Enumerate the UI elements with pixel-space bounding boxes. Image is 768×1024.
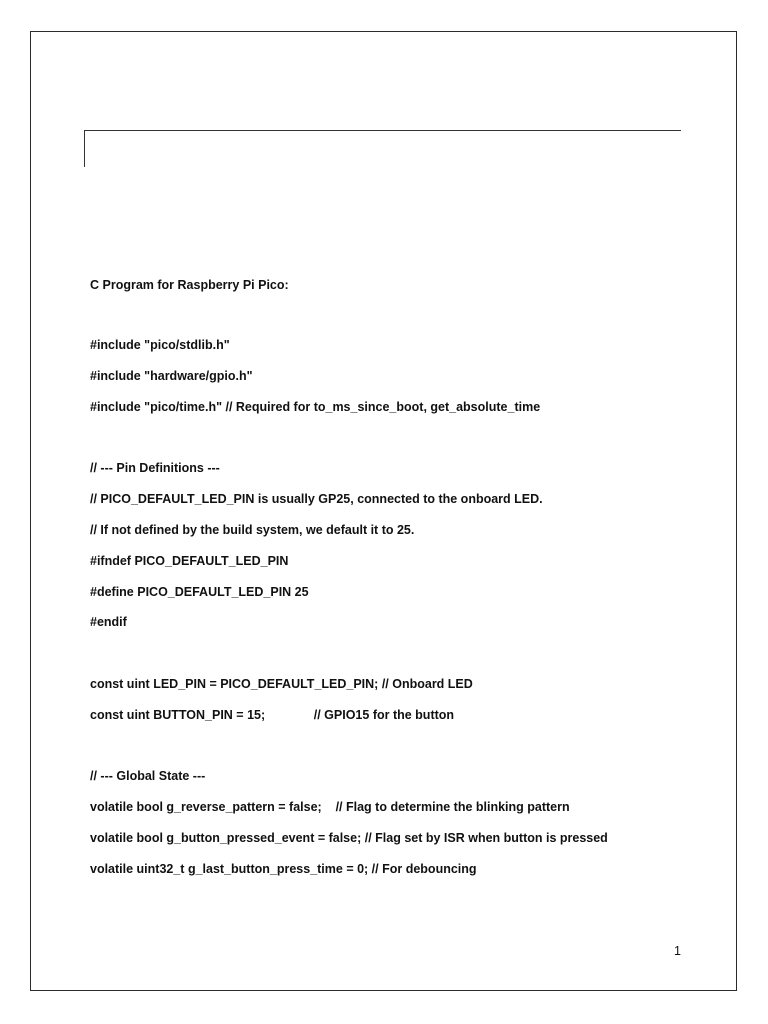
code-line-ifndef: #ifndef PICO_DEFAULT_LED_PIN [90, 554, 289, 568]
code-comment-default-25: // If not defined by the build system, we default it to 25. [90, 523, 415, 537]
code-line-include-time: #include "pico/time.h" // Required for to_ms_since_boot, get_absolute_time [90, 400, 541, 414]
code-line-endif: #endif [90, 615, 127, 629]
code-comment-pin-definitions: // --- Pin Definitions --- [90, 461, 220, 475]
document-page [30, 31, 737, 991]
page-number: 1 [674, 944, 681, 958]
code-line-define: #define PICO_DEFAULT_LED_PIN 25 [90, 585, 309, 599]
header-rule-corner [84, 130, 85, 167]
code-line-button-pin: const uint BUTTON_PIN = 15; // GPIO15 for the button [90, 708, 455, 722]
code-comment-global-state: // --- Global State --- [90, 769, 206, 783]
code-line-include-gpio: #include "hardware/gpio.h" [90, 369, 253, 383]
code-line-last-press-time: volatile uint32_t g_last_button_press_time = 0; // For debouncing [90, 862, 477, 876]
code-comment-default-led: // PICO_DEFAULT_LED_PIN is usually GP25, connected to the onboard LED. [90, 492, 543, 506]
header-rule [84, 130, 681, 131]
code-line-button-pressed-event: volatile bool g_button_pressed_event = false; // Flag set by ISR when button is pressed [90, 831, 608, 845]
program-title: C Program for Raspberry Pi Pico: [90, 278, 289, 292]
code-line-include-stdlib: #include "pico/stdlib.h" [90, 338, 230, 352]
code-line-reverse-pattern: volatile bool g_reverse_pattern = false; // Flag to determine the blinking pattern [90, 800, 570, 814]
code-line-led-pin: const uint LED_PIN = PICO_DEFAULT_LED_PIN; // Onboard LED [90, 677, 473, 691]
